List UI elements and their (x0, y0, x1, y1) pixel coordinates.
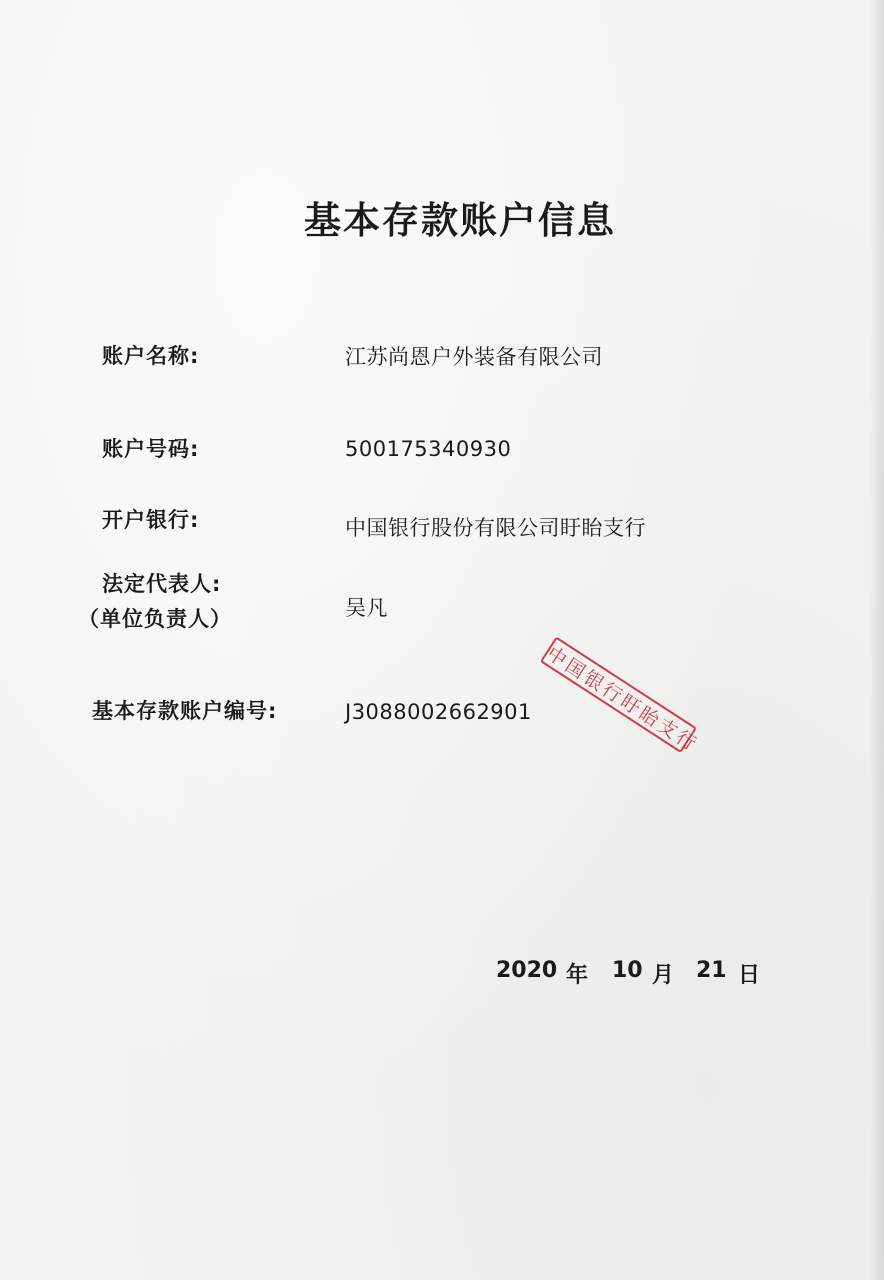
date-month: 10 (612, 958, 643, 983)
basic-account-code-label: 基本存款账户编号: (92, 699, 278, 723)
document-title: 基本存款账户信息 (304, 199, 616, 242)
legal-representative-value: 吴凡 (345, 596, 388, 620)
account-number-label: 账户号码: (102, 437, 200, 461)
date-year-unit: 年 (566, 963, 589, 988)
bank-seal-stamp: 中国银行盱眙支行 (540, 636, 697, 753)
date-year: 2020 (496, 958, 558, 983)
account-number-value: 500175340930 (345, 437, 512, 461)
basic-account-code-value: J3088002662901 (345, 700, 532, 724)
legal-representative-label: 法定代表人: (102, 572, 222, 596)
account-name-value: 江苏尚恩户外装备有限公司 (345, 345, 603, 369)
opening-bank-value: 中国银行股份有限公司盱眙支行 (345, 516, 646, 540)
date-month-unit: 月 (652, 963, 675, 988)
unit-head-label: （单位负责人） (78, 607, 232, 631)
date-day-unit: 日 (738, 963, 761, 988)
opening-bank-label: 开户银行: (102, 508, 200, 532)
account-name-label: 账户名称: (102, 344, 200, 368)
date-day: 21 (696, 958, 727, 983)
